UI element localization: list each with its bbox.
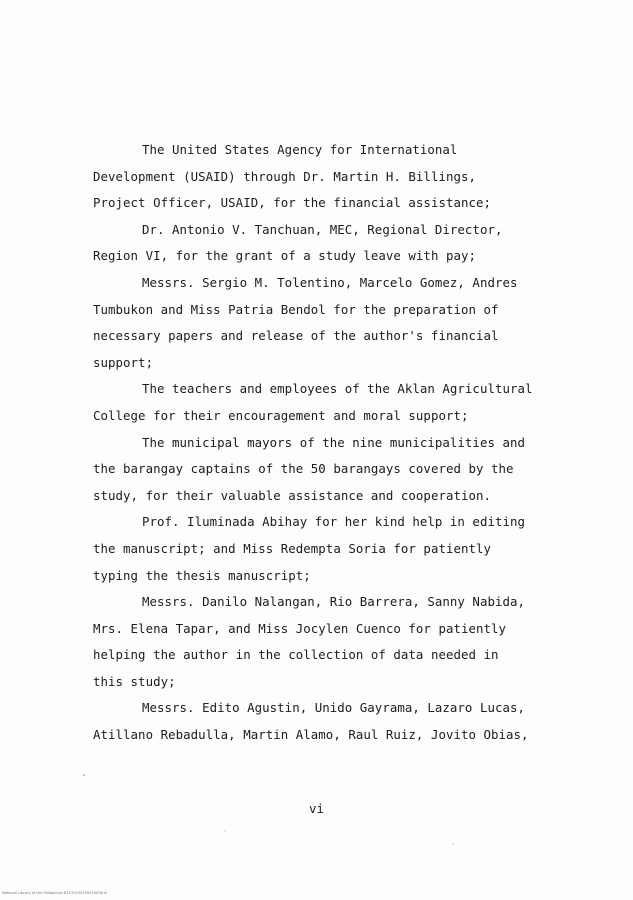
text-line: The municipal mayors of the nine municipalities and (142, 434, 525, 450)
text-line: Prof. Iluminada Abihay for her kind help in editing (142, 514, 525, 530)
text-line: necessary papers and release of the author's financial (93, 328, 499, 344)
text-line: Region VI, for the grant of a study leave with pay; (93, 248, 476, 264)
text-line: Messrs. Sergio M. Tolentino, Marcelo Gomez, Andres (142, 274, 518, 290)
page-number: vi (309, 801, 324, 816)
scan-credit-footer: National Library of the Philippines B1070530199010096 iii (2, 891, 108, 895)
text-line: The teachers and employees of the Aklan Agricultural (142, 381, 533, 397)
text-line: Development (USAID) through Dr. Martin H. Billings, (93, 168, 476, 184)
text-line: the barangay captains of the 50 barangays covered by the (93, 461, 514, 477)
text-line: typing the thesis manuscript; (93, 567, 311, 583)
text-line: support; (93, 354, 154, 370)
text-line: College for their encouragement and moral support; (93, 407, 469, 423)
text-line: helping the author in the collection of data needed in (93, 647, 499, 663)
scan-speck (83, 774, 85, 776)
text-line: Project Officer, USAID, for the financial assistance; (93, 195, 492, 211)
acknowledgment-text (93, 137, 573, 749)
text-line: The United States Agency for International (142, 142, 458, 157)
scan-speck (224, 830, 226, 832)
text-line: Messrs. Danilo Nalangan, Rio Barrera, Sanny Nabida, (142, 594, 525, 610)
text-line: this study; (93, 673, 176, 689)
text-line: Messrs. Edito Agustin, Unido Gayrama, Lazaro Lucas, (142, 700, 525, 716)
text-line: Mrs. Elena Tapar, and Miss Jocylen Cuenco for patiently (93, 620, 507, 636)
text-line: Atillano Rebadulla, Martin Alamo, Raul Ruiz, Jovito Obias, (93, 727, 529, 743)
text-line: study, for their valuable assistance and cooperation. (93, 487, 492, 503)
scan-speck (452, 843, 454, 845)
text-line: Dr. Antonio V. Tanchuan, MEC, Regional Director, (142, 221, 503, 237)
text-line: the manuscript; and Miss Redempta Soria for patiently (93, 540, 492, 556)
text-line: Tumbukon and Miss Patria Bendol for the preparation of (93, 301, 499, 317)
